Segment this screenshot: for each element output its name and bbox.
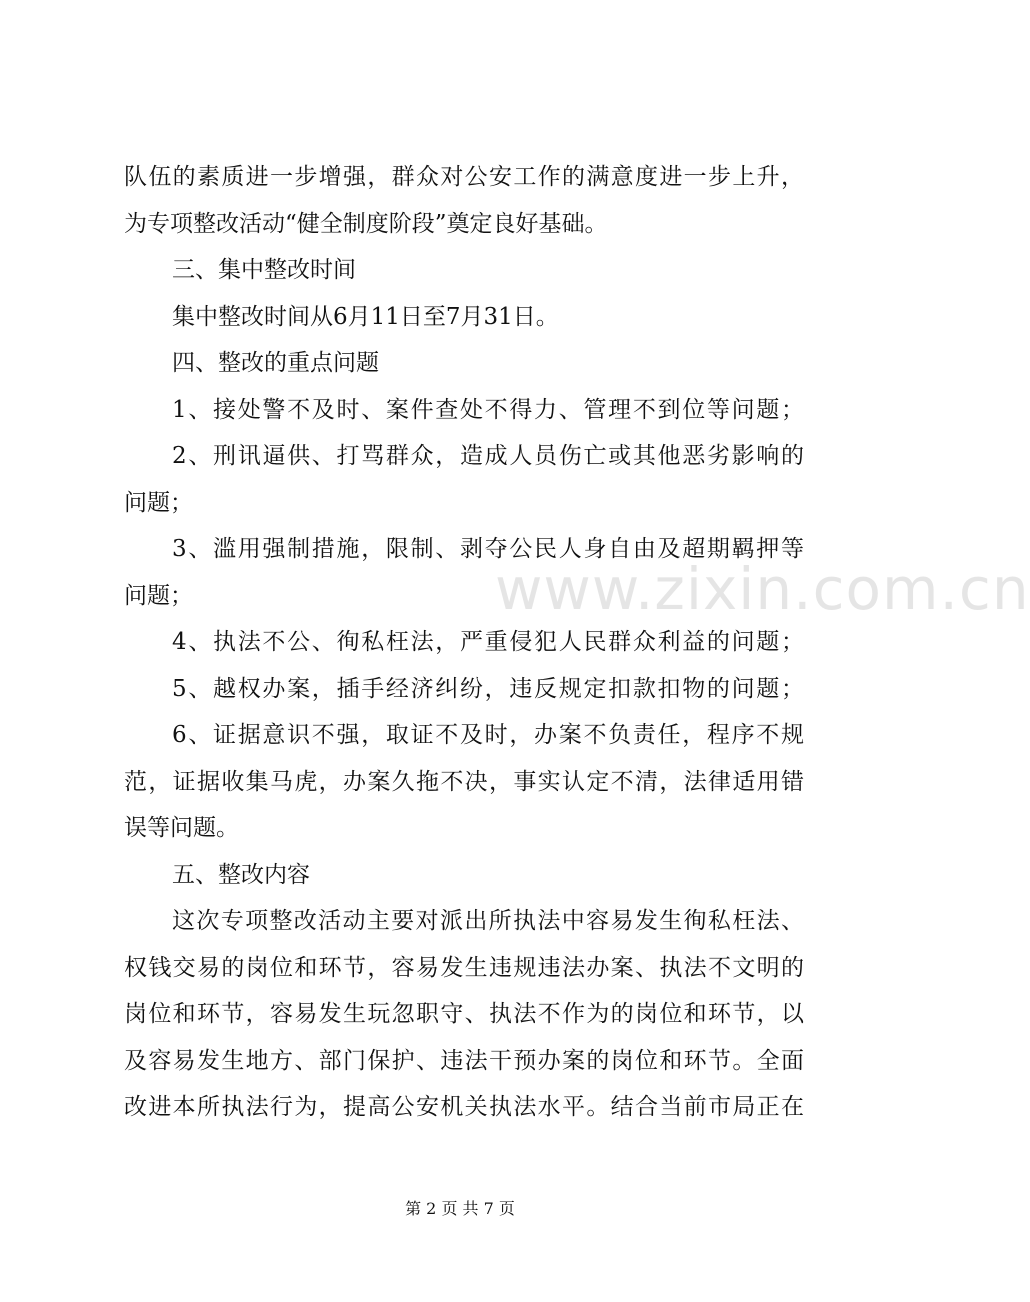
text-line: 3、滥用强制措施，限制、剥夺公民人身自由及超期羁押等 [172,536,804,562]
text-line: 误等问题。 [124,815,239,841]
text-line: 三、集中整改时间 [172,257,356,283]
text-line: 问题； [124,489,193,516]
watermark: www.zixin.com.cn [495,555,1030,623]
text-line: 权钱交易的岗位和环节，容易发生违规违法办案、执法不文明的 [124,954,804,981]
text-line: 问题； [124,582,193,609]
text-line: 范，证据收集马虎，办案久拖不决，事实认定不清，法律适用错 [124,768,804,795]
text-line: 为专项整改活动“健全制度阶段”奠定良好基础。 [124,210,608,237]
text-line: 2、刑讯逼供、打骂群众，造成人员伤亡或其他恶劣影响的 [172,443,804,469]
text-line: 这次专项整改活动主要对派出所执法中容易发生徇私枉法、 [172,908,804,934]
text-line: 5、越权办案，插手经济纠纷，违反规定扣款扣物的问题； [172,675,804,702]
text-line: 集中整改时间从6月11日至7月31日。 [172,303,559,330]
text-line: 岗位和环节，容易发生玩忽职守、执法不作为的岗位和环节，以 [124,1001,804,1027]
page-footer: 第 2 页 共 7 页 [405,1199,515,1218]
text-line: 队伍的素质进一步增强，群众对公安工作的满意度进一步上升， [124,164,804,190]
text-line: 及容易发生地方、部门保护、违法干预办案的岗位和环节。全面 [124,1047,804,1074]
text-line: 改进本所执法行为，提高公安机关执法水平。结合当前市局正在 [124,1094,804,1120]
document-body [124,154,804,1131]
text-line: 1、接处警不及时、案件查处不得力、管理不到位等问题； [172,396,804,423]
text-line: 6、证据意识不强，取证不及时，办案不负责任，程序不规 [172,722,804,748]
text-line: 五、整改内容 [172,861,310,888]
text-line: 4、执法不公、徇私枉法，严重侵犯人民群众利益的问题； [172,629,804,655]
text-line: 四、整改的重点问题 [172,350,379,376]
